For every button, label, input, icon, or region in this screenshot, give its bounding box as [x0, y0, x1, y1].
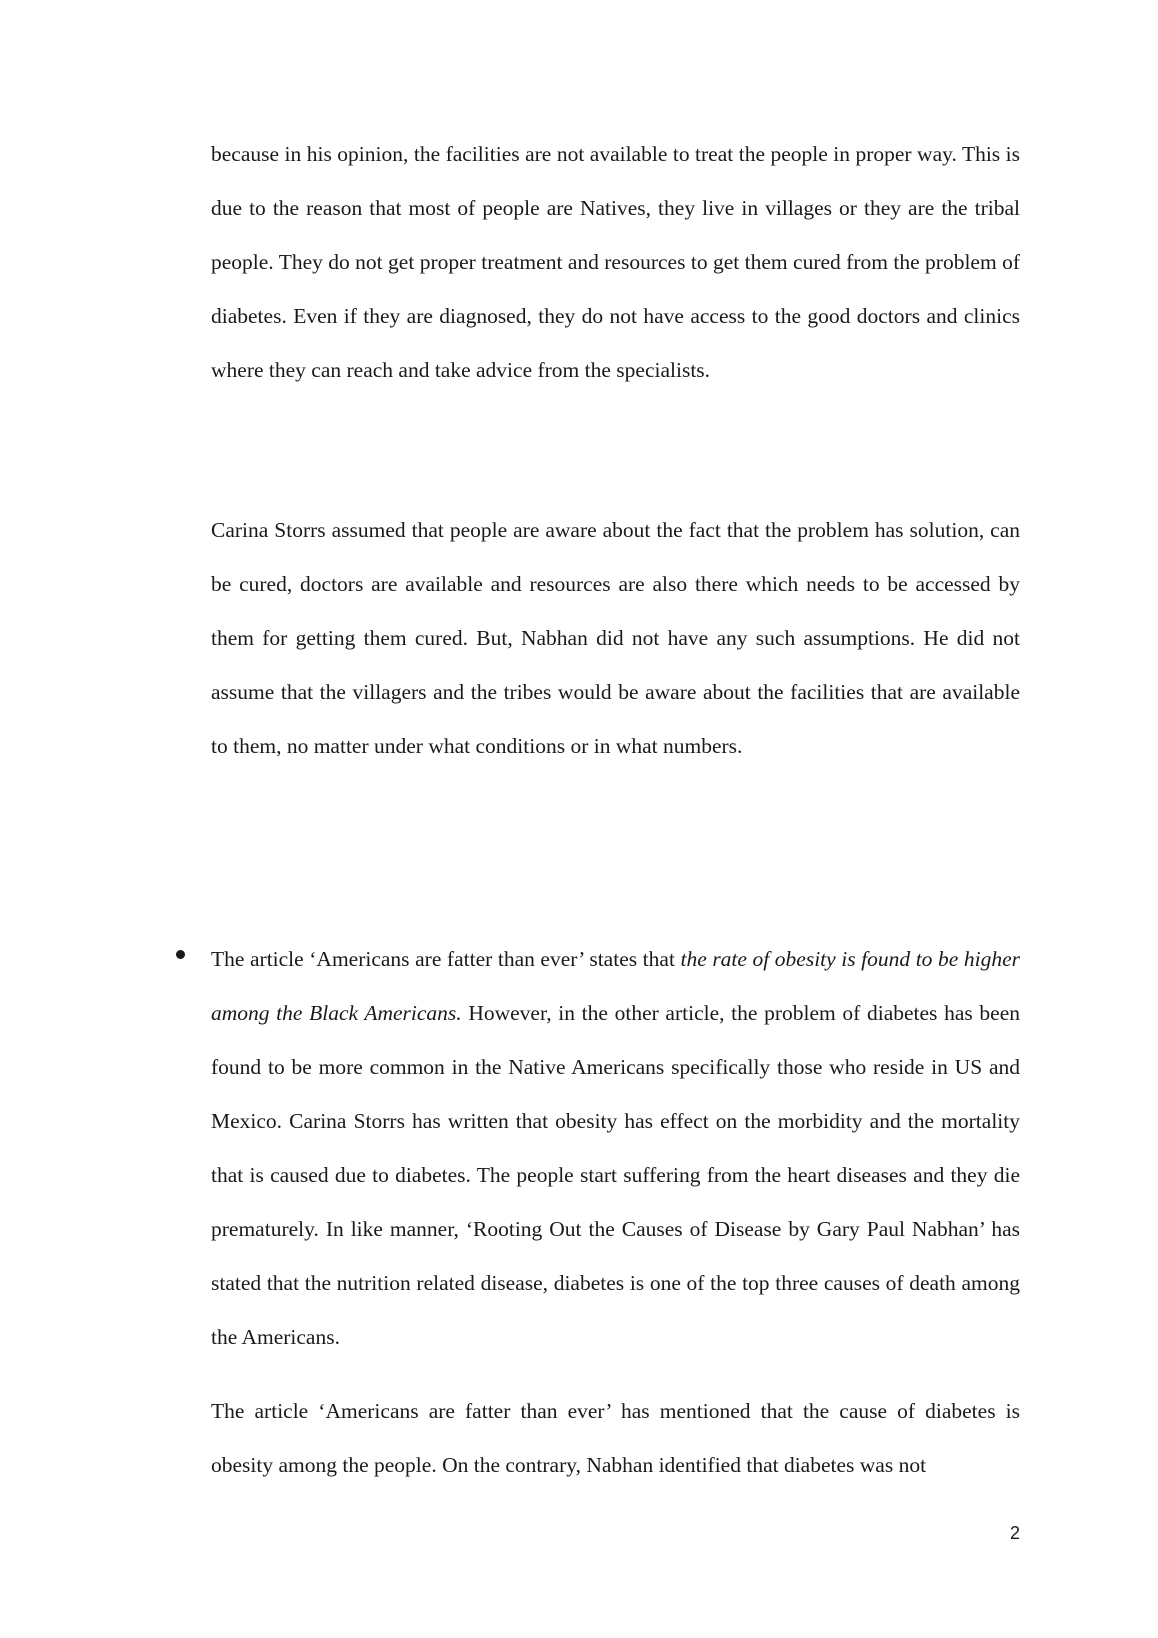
page-number: 2 — [1009, 1523, 1020, 1543]
paragraph: The article ‘Americans are fatter than ever’ has mentioned that the cause of diabetes is obesity among the people. On the contrary, Nabhan identified that diabetes was not — [211, 1399, 1020, 1477]
italic-quote: the rate of obesity is found to be higher among the Black Americans. — [211, 947, 1020, 1025]
paragraph: because in his opinion, the facilities are not available to treat the people in proper way. This is due to the reason that most of people are Natives, they live in villages or they are the tribal people. They do not get proper treatment and resources to get them cured from the problem of diabetes. Even if they are diagnosed, they do not have access to the good doctors and clinics where they can reach and take advice from the specialists. — [211, 142, 1020, 382]
bullet-rest-text: However, in the other article, the problem of diabetes has been found to be more common in the Native Americans specifically those who reside in US and Mexico. Carina Storrs has written that obesity has effect on the morbidity and the mortality that is caused due to diabetes. The people start suffering from the heart diseases and they die prematurely. In like manner, ‘Rooting Out the Causes of Disease by Gary Paul Nabhan’ has stated that the nutrition related disease, diabetes is one of the top three causes of death among the Americans. — [211, 1001, 1020, 1349]
bullet-lead-text: The article ‘Americans are fatter than ever’ states that — [211, 947, 681, 971]
bullet-icon — [176, 950, 185, 959]
paragraph: Carina Storrs assumed that people are aware about the fact that the problem has solution, can be cured, doctors are available and resources are also there which needs to be accessed by them for getting them cured. But, Nabhan did not have any such assumptions. He did not assume that the villagers and the tribes would be aware about the facilities that are available to them, no matter under what conditions or in what numbers. — [211, 518, 1020, 758]
bullet-paragraph — [211, 932, 1020, 1364]
